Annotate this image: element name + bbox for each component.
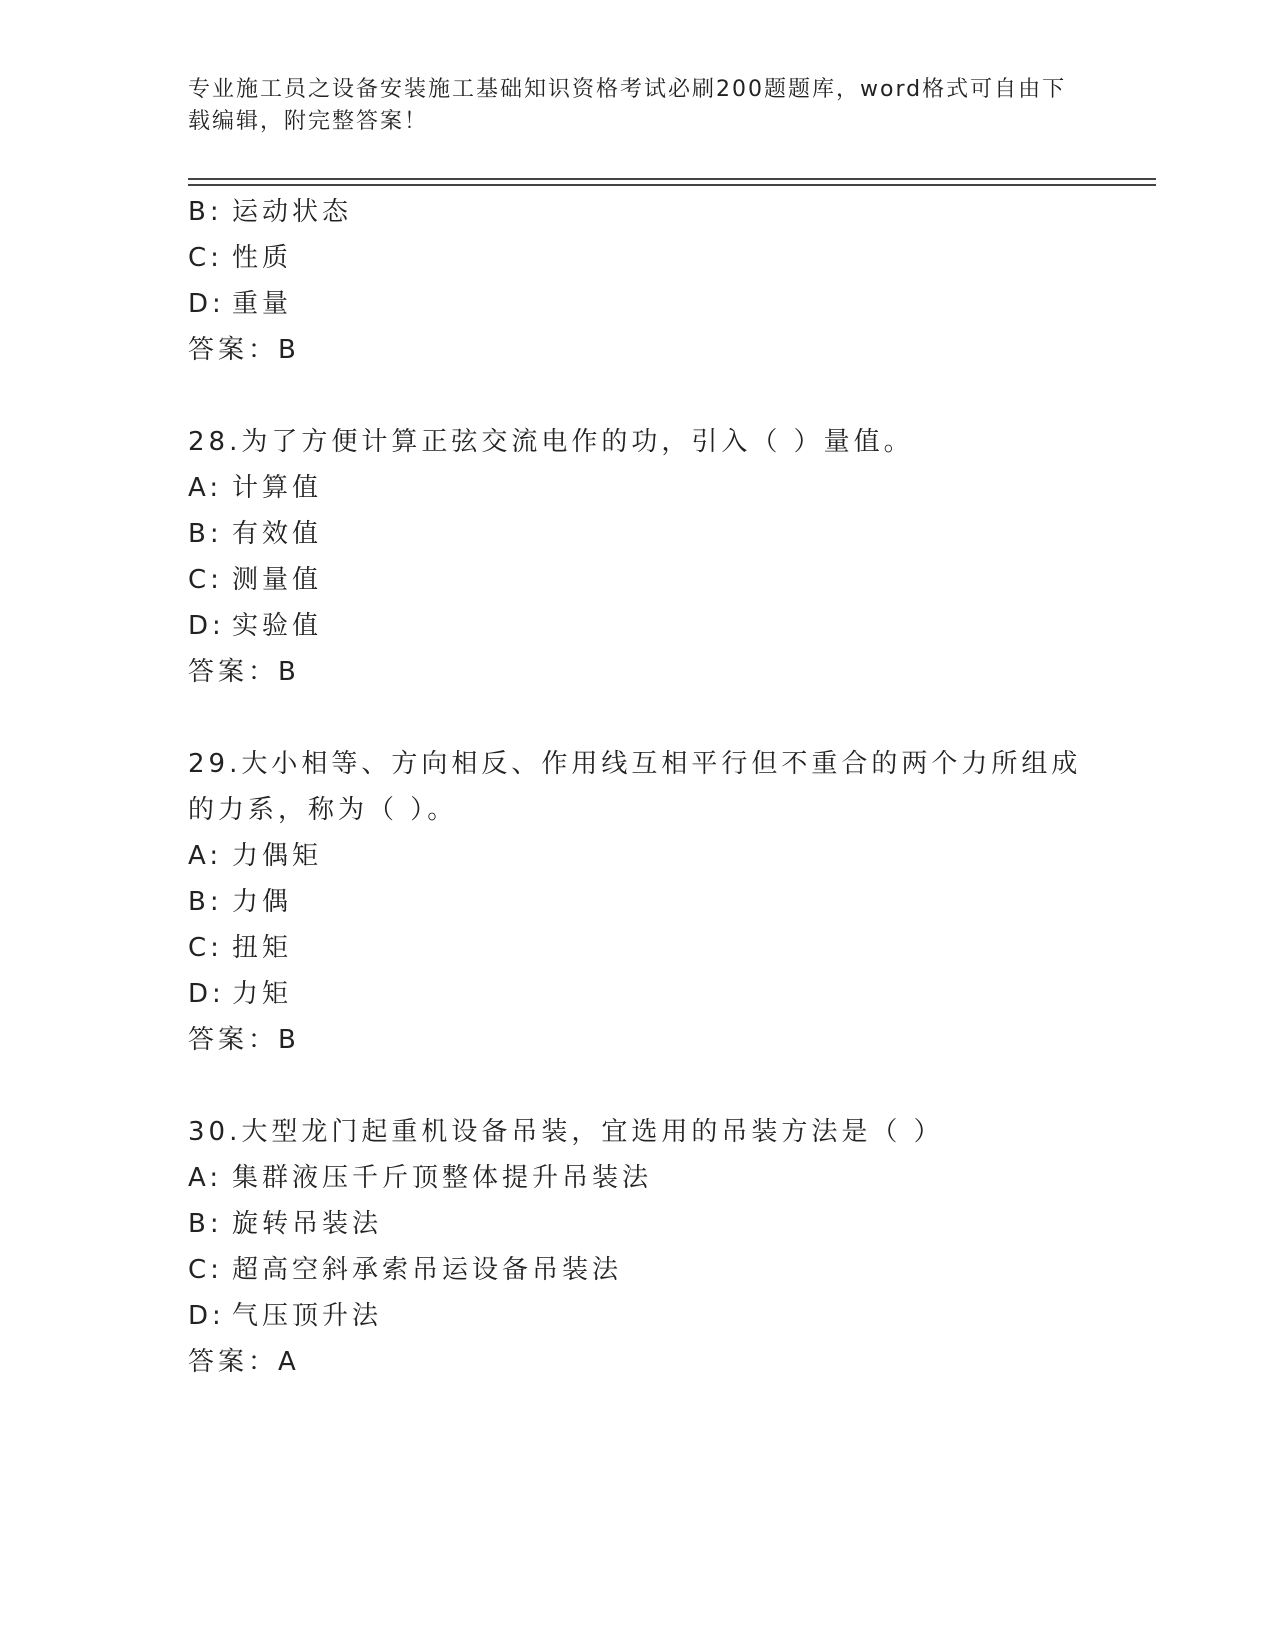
option-text: 气压顶升法 [232, 1301, 383, 1331]
option-text: 超高空斜承索吊运设备吊装法 [232, 1255, 623, 1285]
option-letter: A: [188, 1163, 223, 1193]
option-text: 运动状态 [232, 197, 353, 227]
option-a [188, 833, 1088, 879]
option-d [188, 281, 1088, 327]
option-letter: D: [188, 289, 225, 319]
option-letter: B: [188, 887, 223, 917]
option-letter: D: [188, 1301, 225, 1331]
question-text: 30.大型龙门起重机设备吊装，宜选用的吊装方法是（ ） [188, 1117, 944, 1147]
option-text: 计算值 [232, 473, 323, 503]
option-d [188, 603, 1088, 649]
option-c [188, 557, 1088, 603]
answer-line: 答案：B [188, 335, 300, 365]
header-divider-top [188, 178, 1156, 180]
question-block-27 [188, 189, 1088, 373]
question-block-28 [188, 419, 1088, 695]
option-text: 性质 [232, 243, 293, 273]
header-divider-bottom [188, 184, 1156, 186]
question-text: 29.大小相等、方向相反、作用线互相平行但不重合的两个力所组成的力系，称为（ ）。 [188, 749, 1082, 825]
option-text: 实验值 [232, 611, 323, 641]
option-text: 扭矩 [232, 933, 293, 963]
option-b [188, 189, 1088, 235]
option-text: 旋转吊装法 [232, 1209, 383, 1239]
option-letter: D: [188, 611, 225, 641]
option-text: 力偶矩 [232, 841, 323, 871]
option-a [188, 465, 1088, 511]
option-letter: A: [188, 473, 223, 503]
option-text: 重量 [232, 289, 293, 319]
option-letter: B: [188, 1209, 223, 1239]
answer-line: 答案：B [188, 1025, 300, 1055]
option-letter: D: [188, 979, 225, 1009]
option-letter: B: [188, 519, 223, 549]
option-letter: C: [188, 243, 223, 273]
option-d [188, 1293, 1088, 1339]
question-list [188, 189, 1088, 1385]
option-letter: C: [188, 1255, 223, 1285]
document-header: 专业施工员之设备安装施工基础知识资格考试必刷200题题库，word格式可自由下载编辑，附完整答案！ [188, 77, 1067, 134]
question-block-30 [188, 1109, 1088, 1385]
option-letter: C: [188, 565, 223, 595]
option-a [188, 1155, 1088, 1201]
answer-line: 答案：A [188, 1347, 300, 1377]
option-b [188, 1201, 1088, 1247]
option-text: 力矩 [232, 979, 293, 1009]
option-c [188, 1247, 1088, 1293]
option-letter: C: [188, 933, 223, 963]
option-letter: B: [188, 197, 223, 227]
option-text: 测量值 [232, 565, 323, 595]
option-text: 力偶 [232, 887, 293, 917]
option-text: 集群液压千斤顶整体提升吊装法 [232, 1163, 653, 1193]
option-d [188, 971, 1088, 1017]
option-text: 有效值 [232, 519, 323, 549]
option-letter: A: [188, 841, 223, 871]
question-text: 28.为了方便计算正弦交流电作的功，引入（ ）量值。 [188, 427, 914, 457]
question-block-29 [188, 741, 1088, 1063]
option-c [188, 925, 1088, 971]
answer-line: 答案：B [188, 657, 300, 687]
option-c [188, 235, 1088, 281]
option-b [188, 879, 1088, 925]
option-b [188, 511, 1088, 557]
